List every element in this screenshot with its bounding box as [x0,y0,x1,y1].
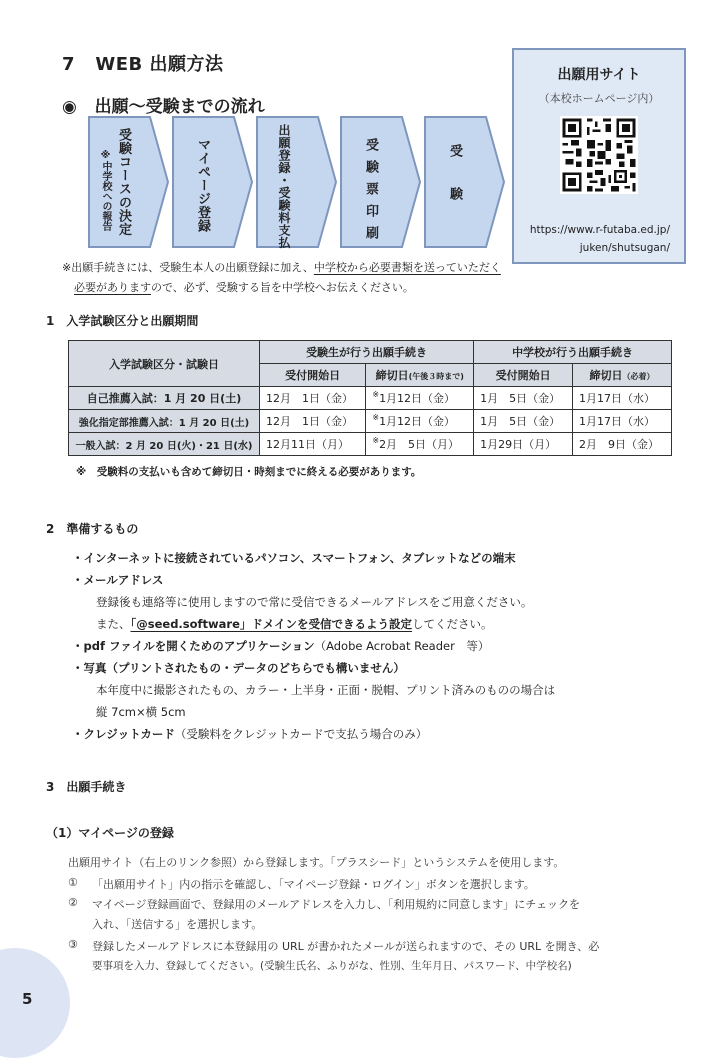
table-row [69,387,672,410]
table-row [69,410,672,433]
student-deadline-cell: ※2月 5日（月） [366,433,474,456]
section3-sub1-title: （1）マイページの登録 [46,826,174,840]
heading-title: WEB 出願方法 [95,54,224,75]
flow-note-prefix: ※出願手続きには、受験生本人の出願登録に加え、 [62,261,314,274]
header-deadline-note: (午後３時まで) [408,372,464,381]
prep-item-pdf: ・pdf ファイルを開くためのアプリケーション（Adobe Acrobat Reader 等） [72,639,490,653]
site-url-line2[interactable]: juken/shutsugan/ [579,242,670,254]
flow-step-ticket [340,116,422,248]
flow-note [62,258,501,298]
header-student-group: 受験生が行う出願手続き [260,341,474,364]
prep-item-email-desc2: また、「@seed.software」ドメインを受信できるよう設定してください。 [96,617,493,631]
flow-step-label: 受験コースの決定 [116,128,131,236]
header-deadline2-note: （必着） [622,372,655,381]
flow-note-underlined: 中学校から必要書類を送っていただく [313,261,501,274]
school-start-cell: 1月 5日（金） [474,387,573,410]
prep-item-photo: ・写真（プリントされたもの・データのどちらでも構いません） [72,661,405,675]
school-deadline-cell: 1月17日（水） [573,387,672,410]
section2-title: 2 準備するもの [46,522,139,536]
header-deadline: 締切日(午後３時まで) [366,364,474,387]
student-start-cell: 12月 1日（金） [260,410,366,433]
student-deadline-cell: ※1月12日（金） [366,410,474,433]
student-start-cell: 12月11日（月） [260,433,366,456]
flow-step-mypage [172,116,254,248]
prep-item-email: ・メールアドレス [72,573,164,587]
application-site-box [512,48,686,264]
school-deadline-cell: 2月 9日（金） [573,433,672,456]
section3-intro: 出願用サイト（右上のリンク参照）から登録します。「プラスシード」というシステムを使用します。 [68,856,565,869]
flow-note-underlined-2: 必要があります [74,281,151,294]
flow-step-label: マイページ登録 [195,138,210,233]
flow-step-label: 出願登録・受験料支払 [277,124,291,249]
prep-item-photo-desc2: 縦 7cm×横 5cm [96,705,186,719]
section3-title: 3 出願手続き [46,780,127,794]
step-2-num: ② [68,896,78,909]
step-2-line2: 入れ、「送信する」を選択します。 [92,918,263,931]
flow-arrow-shape [340,116,422,248]
domain-setting-text: 「@seed.software」ドメインを受信できるよう設定 [130,617,413,631]
flow-note-suffix: ので、必ず、受験する旨を中学校へお伝えください。 [151,281,414,294]
header-start: 受付開始日 [260,364,366,387]
heading-number: 7 [62,54,76,75]
school-start-cell: 1月 5日（金） [474,410,573,433]
prep-item-email-desc1: 登録後も連絡等に使用しますので常に受信できるメールアドレスをご用意ください。 [96,595,533,609]
page-number-circle [0,948,70,1058]
header-start-school: 受付開始日 [474,364,573,387]
prep-item-photo-desc1: 本年度中に撮影されたもの、カラー・上半身・正面・脱帽、プリント済みのものの場合は [96,683,556,697]
qr-code-icon[interactable] [560,116,638,194]
step-2-line1: マイページ登録画面で、登録用のメールアドレスを入力し、「利用規約に同意します」にチェックを [92,898,580,911]
site-box-title: 出願用サイト [557,67,641,83]
student-start-cell: 12月 1日（金） [260,387,366,410]
step-3-line1: 登録したメールアドレスに本登録用の URL が書かれたメールが送られますので、その URL を開き、必 [92,940,600,953]
section-heading [62,50,223,76]
prep-item-credit-card: ・クレジットカード（受験料をクレジットカードで支払う場合のみ） [72,727,428,741]
flow-arrow-shape [172,116,254,248]
step-1-num: ① [68,876,78,889]
table-row [69,433,672,456]
page-number: 5 [22,990,33,1008]
flow-step-label: 受験票印刷 [363,138,378,248]
schedule-table [68,340,672,456]
flow-step-application [256,116,338,248]
row-category: 自己推薦入試：1 月 20 日(土) [69,387,260,410]
school-deadline-cell: 1月17日（水） [573,410,672,433]
site-box-subtitle: （本校ホームページ内） [538,92,660,105]
bullet-icon: ◉ [62,97,77,117]
flow-heading [62,92,265,117]
row-category: 一般入試：2 月 20 日(火)・21 日(水) [69,433,260,456]
section1-title: 1 入学試験区分と出願期間 [46,314,199,328]
flow-step-course [88,116,170,248]
table-note: ※ 受験料の支払いも含めて締切日・時刻までに終える必要があります。 [76,466,422,478]
flow-heading-title: 出願～受験までの流れ [94,97,265,117]
header-category: 入学試験区分・試験日 [69,341,260,387]
step-3-num: ③ [68,938,78,951]
school-start-cell: 1月29日（月） [474,433,573,456]
flow-step-exam [424,116,506,248]
header-school-group: 中学校が行う出願手続き [474,341,672,364]
site-url-line1[interactable]: https://www.r-futaba.ed.jp/ [529,224,670,236]
flow-step-note: ※中学校への報告 [100,150,111,231]
row-category: 強化指定部推薦入試：1 月 20 日(土) [69,410,260,433]
flow-arrow-shape [424,116,506,248]
step-1-text: 「出願用サイト」内の指示を確認し、「マイページ登録・ログイン」ボタンを選択します。 [92,878,535,891]
step-3-line2: 要事項を入力、登録してください。(受験生氏名、ふりがな、性別、生年月日、パスワード、中学校名) [92,960,572,972]
student-deadline-cell: ※1月12日（金） [366,387,474,410]
header-deadline-school: 締切日（必着） [573,364,672,387]
flow-arrow-shape [256,116,338,248]
prep-item-device: ・インターネットに接続されているパソコン、スマートフォン、タブレットなどの端末 [72,551,516,565]
flow-step-label: 受験 [447,144,462,230]
